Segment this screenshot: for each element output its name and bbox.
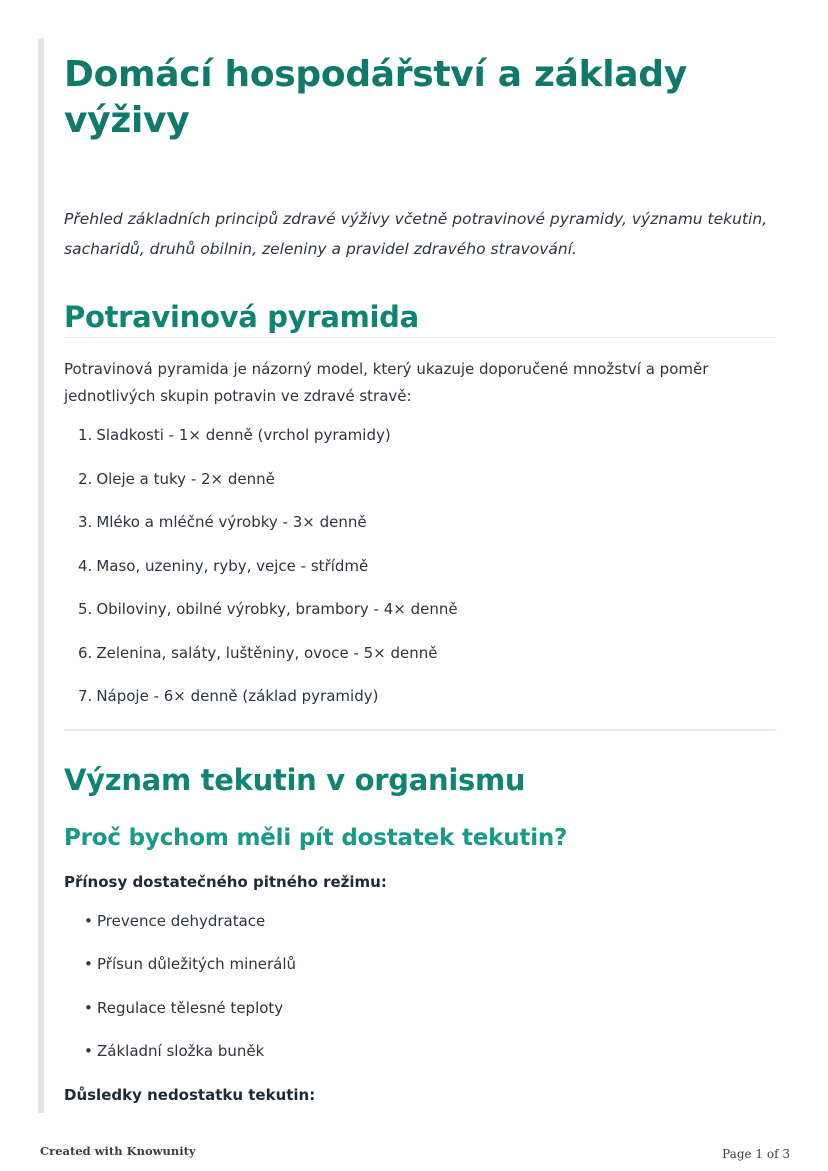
left-margin-rule — [38, 38, 44, 1113]
list-item: 2. Oleje a tuky - 2× denně — [78, 469, 275, 488]
list-item: • Prevence dehydratace — [84, 911, 266, 930]
list-item: 3. Mléko a mléčné výrobky - 3× denně — [78, 513, 367, 531]
document-title: Domácí hospodářství a základy výživy — [64, 54, 687, 141]
pyramid-paragraph: Potravinová pyramida je názorný model, který ukazuje doporučené množství a poměr jednotlivých skupin potravin ve zdravé stravě: — [64, 360, 709, 405]
heading-underline — [64, 337, 776, 338]
list-item: 1. Sladkosti - 1× denně (vrchol pyramidy) — [78, 426, 391, 444]
section-heading-pyramid: Potravinová pyramida — [64, 300, 419, 334]
pyramid-list — [64, 424, 776, 707]
list-item: 5. Obiloviny, obilné výrobky, brambory - 4× denně — [78, 600, 458, 618]
list-item: • Základní složka buněk — [84, 1042, 265, 1060]
list-item: 7. Nápoje - 6× denně (základ pyramidy) — [78, 687, 379, 705]
section-divider — [64, 729, 776, 731]
subheading-fluids: Proč bychom měli pít dostatek tekutin? — [64, 824, 568, 851]
list-item: • Přísun důležitých minerálů — [84, 955, 297, 973]
section-pyramid — [64, 298, 776, 731]
benefits-label: Přínosy dostatečného pitného režimu: — [64, 872, 387, 891]
footer-credit: Created with Knowunity — [40, 1144, 196, 1158]
document-body — [64, 52, 776, 1106]
section-fluids — [64, 761, 776, 1106]
footer-page-number: Page 1 of 3 — [722, 1147, 790, 1161]
list-item: 4. Maso, uzeniny, ryby, vejce - střídmě — [78, 556, 369, 575]
document-intro: Přehled základních principů zdravé výživy včetně potravinové pyramidy, významu tekutin, sacharidů, druhů obilnin, zeleniny a pravidel zdravého stravování. — [64, 210, 768, 258]
section-heading-fluids: Význam tekutin v organismu — [64, 762, 526, 797]
consequences-label: Důsledky nedostatku tekutin: — [64, 1085, 316, 1104]
benefits-list — [64, 910, 776, 1063]
list-item: • Regulace tělesné teploty — [84, 998, 284, 1017]
list-item: 6. Zelenina, saláty, luštěniny, ovoce - 5× denně — [78, 643, 438, 662]
